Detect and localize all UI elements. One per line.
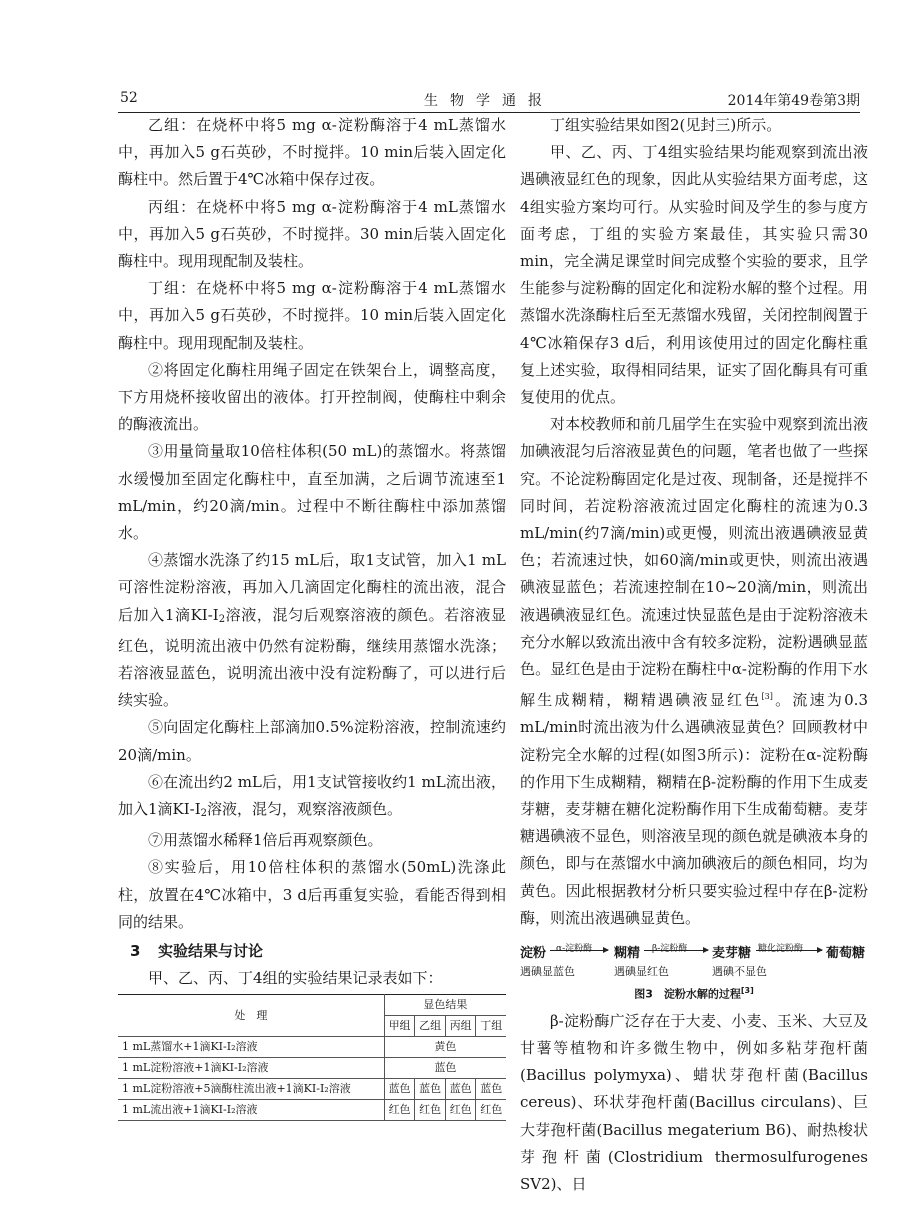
step-4-text-b: 溶液，混匀后观察溶液的颜色。若溶液显红色，说明流出液中仍然有淀粉酶，继续用蒸馏水洗涤；若溶液显蓝色，说明流出液中没有淀粉酶了，可以进行后续实验。 — [118, 605, 506, 710]
paragraph-group-yi: 乙组：在烧杯中将5 mg α-淀粉酶溶于4 mL蒸馏水中，再加入5 g石英砂，不时搅拌。10 min后装入固定化酶柱中。然后置于4℃冰箱中保存过夜。 — [118, 116, 506, 189]
step-4-subscript: 2 — [218, 613, 226, 625]
step-7: ⑦用蒸馏水稀释1倍后再观察颜色。 — [148, 831, 383, 850]
node-dextrin: 糊精 — [614, 946, 641, 962]
step-3: ③用量筒量取10倍柱体积(50 mL)的蒸馏水。将蒸馏水缓慢加至固定化酶柱中，直至加满，之后调节流速至1 mL/min，约20滴/min。过程中不断往酶柱中添加蒸馏水。 — [118, 442, 506, 543]
node-starch: 淀粉 — [520, 946, 547, 962]
paragraph-group-bing: 丙组：在烧杯中将5 mg α-淀粉酶溶于4 mL蒸馏水中，再加入5 g石英砂，不时搅拌。30 min后装入固定化酶柱中。现用现配制及装柱。 — [118, 197, 506, 271]
table-header-result: 显色结果 — [384, 995, 506, 1016]
step-2: ②将固定化酶柱用绳子固定在铁架台上，调整高度，下方用烧杯接收留出的液体。打开控制阀，使酶柱中剩余的酶液流出。 — [118, 360, 506, 434]
table-cell-result: 红色 — [415, 1100, 446, 1121]
step-6 — [118, 769, 506, 827]
table-cell-result: 红色 — [384, 1100, 415, 1121]
table-row — [118, 1058, 506, 1079]
journal-title: 生物学通报 — [424, 93, 554, 109]
paragraph-results-discussion: 甲、乙、丙、丁4组实验结果均能观察到流出液遇碘液显红色的现象，因此从实验结果方面考虑，这4组实验方案均可行。从实验时间及学生的参与度方面考虑，丁组的实验方案最佳，其实验只需30 min，完全满足课堂时间完成整个实验的要求，且学生能参与淀粉酶的固定化和淀粉水解的整个过程。用蒸馏水洗涤酶柱后至无蒸馏水残留，关闭控制阀置于4℃冰箱保存3 d后，利用该使用过的固定化酶柱重复上述实验，取得相同结果，证实了固化酶具有可重复使用的优点。 — [520, 143, 868, 407]
results-table — [118, 994, 506, 1121]
page-number: 52 — [120, 90, 138, 106]
figure-caption — [520, 982, 868, 1004]
step-6-subscript: 2 — [200, 808, 208, 820]
table-row — [118, 1079, 506, 1100]
paragraph-beta-amylase: β-淀粉酶广泛存在于大麦、小麦、玉米、大豆及甘薯等植物和许多微生物中，例如多粘芽孢杆菌(Bacillus polymyxa)、蜡状芽孢杆菌(Bacillus cereus)、环状芽孢杆菌(Bacillus circulans)、巨大芽孢杆菌(Bacillus megaterium B6)、耐热梭状芽孢杆菌(Clostridium thermosulfurogenes SV2)、日 — [520, 1011, 868, 1193]
table-cell-treatment: 1 mL淀粉溶液+5滴酶柱流出液+1滴KI-I₂溶液 — [118, 1079, 384, 1100]
enzyme-label-1: α-淀粉酶 — [556, 944, 593, 955]
left-column — [118, 112, 506, 1121]
node-maltose: 麦芽糖 — [712, 946, 752, 962]
reaction-label-3: 遇碘不显色 — [712, 965, 767, 979]
paragraph-exploration — [520, 411, 868, 932]
node-glucose: 葡萄糖 — [826, 946, 866, 962]
table-header-group: 乙组 — [415, 1016, 446, 1037]
table-cell-treatment: 1 mL淀粉溶液+1滴KI-I₂溶液 — [118, 1058, 384, 1079]
paragraph-group-ding: 丁组：在烧杯中将5 mg α-淀粉酶溶于4 mL蒸馏水中，再加入5 g石英砂，不时搅拌。10 min后装入固定化酶柱中。现用现配制及装柱。 — [118, 279, 506, 352]
table-cell-result: 蓝色 — [415, 1079, 446, 1100]
issue-info: 2014年第49卷第3期 — [727, 93, 860, 109]
table-intro: 甲、乙、丙、丁4组的实验结果记录表如下： — [148, 969, 443, 988]
table-cell-result: 蓝色 — [445, 1079, 476, 1100]
table-header-group: 甲组 — [384, 1016, 415, 1037]
table-header-treatment: 处 理 — [118, 995, 384, 1037]
step-4 — [118, 547, 506, 714]
table-cell-result: 蓝色 — [384, 1079, 415, 1100]
section-title: 实验结果与讨论 — [158, 942, 264, 961]
right-column — [520, 112, 868, 1198]
table-row — [118, 1037, 506, 1058]
exploration-text-a: 对本校教师和前几届学生在实验中观察到流出液加碘液混匀后溶液显黄色的问题，笔者也做了一些探究。不论淀粉酶固定化是过夜、现制备，还是搅拌不同时间，若淀粉溶液流过固定化酶柱的流速为0.3 mL/min(约7滴/min)或更慢，则流出液遇碘液显黄色；若流速过快，如60滴/min或更快，则流出液遇碘液显蓝色；若流速控制在10~20滴/min，则流出液遇碘液显红色。流速过快显蓝色是由于淀粉溶液未充分水解以致流出液中含有较多淀粉，淀粉遇碘显蓝色。显红色是由于淀粉在酶柱中α-淀粉酶的作用下水解生成糊精，糊精遇碘液显红色 — [520, 415, 868, 710]
table-cell-treatment: 1 mL流出液+1滴KI-I₂溶液 — [118, 1100, 384, 1121]
table-cell-result: 蓝色 — [476, 1079, 506, 1100]
table-cell-treatment: 1 mL蒸馏水+1滴KI-I₂溶液 — [118, 1037, 384, 1058]
step-8: ⑧实验后，用10倍柱体积的蒸馏水(50mL)洗涤此柱，放置在4℃冰箱中，3 d后再重复实验，看能否得到相同的结果。 — [118, 858, 506, 931]
reaction-label-2: 遇碘显红色 — [614, 965, 669, 979]
table-cell-result: 蓝色 — [384, 1058, 506, 1079]
table-cell-result: 红色 — [476, 1100, 506, 1121]
enzyme-label-2: β-淀粉酶 — [652, 944, 688, 955]
figure-caption-ref: [3] — [740, 986, 754, 996]
enzyme-label-3: 糖化淀粉酶 — [758, 944, 804, 955]
section-heading — [118, 938, 506, 965]
table-cell-result: 黄色 — [384, 1037, 506, 1058]
reaction-label-1: 遇碘显蓝色 — [520, 965, 575, 979]
section-number: 3 — [130, 942, 141, 961]
step-4-text-a: ④蒸馏水洗涤了约15 mL后，取1支试管，加入1 mL可溶性淀粉溶液，再加入几滴固定化酶柱的流出液，混合后加入1滴KI-I — [118, 551, 506, 624]
starch-hydrolysis-diagram — [520, 938, 868, 980]
table-header-group: 丙组 — [445, 1016, 476, 1037]
table-header-group: 丁组 — [476, 1016, 506, 1037]
step-6-text-a: ⑥在流出约2 mL后，用1支试管接收约1 mL流出液，加入1滴KI-I — [118, 772, 506, 819]
running-header — [118, 88, 860, 113]
step-6-text-b: 溶液，混匀，观察溶液颜色。 — [207, 800, 403, 819]
table-row — [118, 1100, 506, 1121]
figure-caption-text: 图3 淀粉水解的过程 — [634, 987, 741, 1001]
exploration-text-b: 。流速为0.3 mL/min时流出液为什么遇碘液显黄色？回顾教材中淀粉完全水解的过程(如图3所示)：淀粉在α-淀粉酶的作用下生成糊精，糊精在β-淀粉酶的作用下生成麦芽糖，麦芽糖在糖化淀粉酶作用下生成葡萄糖。麦芽糖遇碘液不显色，则溶液呈现的颜色就是碘液本身的颜色，即与在蒸馏水中滴加碘液后的颜色相同，均为黄色。因此根据教材分析只要实验过程中存在β-淀粉酶，则流出液遇碘显黄色。 — [520, 691, 868, 927]
paragraph-result-ref: 丁组实验结果如图2(见封三)所示。 — [550, 116, 782, 134]
step-5: ⑤向固定化酶柱上部滴加0.5%淀粉溶液，控制流速约20滴/min。 — [118, 718, 506, 764]
table-cell-result: 红色 — [445, 1100, 476, 1121]
citation-ref: [3] — [761, 692, 773, 702]
